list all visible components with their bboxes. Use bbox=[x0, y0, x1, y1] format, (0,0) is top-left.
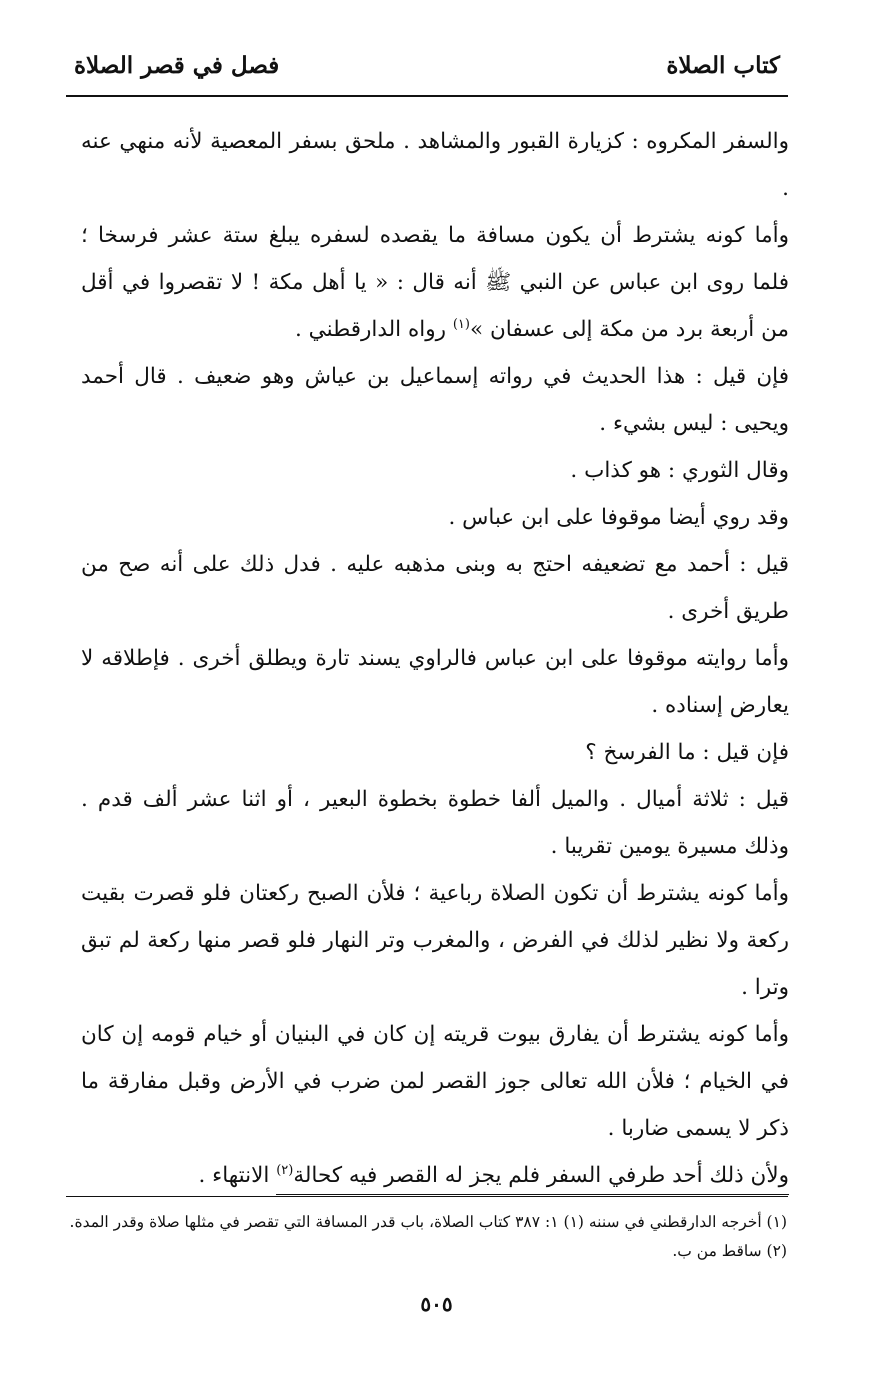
paragraph-reply-ahmad: قيل : أحمد مع تضعيفه احتج به وبنى مذهبه عليه . فدل ذلك على أنه صح من طريق أخرى . bbox=[81, 552, 789, 624]
main-text bbox=[81, 118, 789, 1199]
footnote-ref-2[interactable]: (٢) bbox=[276, 1162, 294, 1178]
paragraph-distance-text: وأما كونه يشترط أن يكون مسافة ما يقصده لسفره يبلغ ستة عشر فرسخا ؛ فلما روى ابن عباس عن النبي ﷺ أنه قال : « يا أهل مكة ! لا تقصروا في أقل من أربعة برد من مكة إلى عسفان » bbox=[81, 223, 789, 342]
paragraph-four-rakah: وأما كونه يشترط أن تكون الصلاة رباعية ؛ فلأن الصبح ركعتان فلو قصرت بقيت ركعة ولا نظير لذلك في الفرض ، والمغرب وتر النهار فلو قصر منها ركعة لم تبق وترا . bbox=[81, 881, 789, 1000]
running-header bbox=[66, 48, 788, 96]
footnote-ref-1[interactable]: (١) bbox=[452, 316, 470, 332]
underlined-sentence bbox=[276, 1163, 789, 1195]
header-divider bbox=[66, 95, 788, 97]
paragraph-makruh-travel: والسفر المكروه : كزيارة القبور والمشاهد . ملحق بسفر المعصية لأنه منهي عنه . bbox=[81, 129, 789, 201]
footnote-1: (١) أخرجه الدارقطني في سننه (١) ١: ٣٨٧ كتاب الصلاة، باب قدر المسافة التي تقصر في مثلها صلاة وقدر المدة. bbox=[69, 1213, 787, 1231]
paragraph-leaving-town: وأما كونه يشترط أن يفارق بيوت قريته إن كان في البنيان أو خيام قومه إن كان في الخيام ؛ فلأن الله تعالى جوز القصر لمن ضرب في الأرض وقبل مفارقة ما ذكر لا يسمى ضاربا . bbox=[81, 1022, 789, 1141]
last-para-after: الانتهاء . bbox=[198, 1163, 277, 1188]
paragraph-distance-tail: رواه الدارقطني . bbox=[295, 317, 446, 342]
paragraph-objection-narrator: فإن قيل : هذا الحديث في رواته إسماعيل بن عياش وهو ضعيف . قال أحمد ويحيى : ليس بشيء . bbox=[81, 364, 789, 436]
paragraph-travel-end bbox=[81, 1152, 789, 1199]
last-para-before: ولأن ذلك أحد طرفي السفر فلم يجز له القصر فيه كحالة bbox=[293, 1163, 789, 1188]
page-number: ٥٠٥ bbox=[420, 1292, 453, 1316]
footnote-2: (٢) ساقط من ب. bbox=[672, 1242, 787, 1260]
footnote-divider bbox=[66, 1196, 788, 1197]
section-title: فصل في قصر الصلاة bbox=[74, 52, 280, 79]
paragraph-distance-condition bbox=[81, 212, 789, 353]
paragraph-narration-mawquf: وأما روايته موقوفا على ابن عباس فالراوي يسند تارة ويطلق أخرى . فإطلاقه لا يعارض إسناده . bbox=[81, 646, 789, 718]
paragraph-answer-farsakh: قيل : ثلاثة أميال . والميل ألفا خطوة بخطوة البعير ، أو اثنا عشر ألف قدم . وذلك مسيرة يومين تقريبا . bbox=[81, 787, 789, 859]
paragraph-mawquf: وقد روي أيضا موقوفا على ابن عباس . bbox=[448, 505, 789, 530]
paragraph-question-farsakh: فإن قيل : ما الفرسخ ؟ bbox=[585, 740, 789, 765]
paragraph-thawri: وقال الثوري : هو كذاب . bbox=[570, 458, 789, 483]
book-title: كتاب الصلاة bbox=[666, 52, 780, 79]
footnotes bbox=[67, 1208, 787, 1266]
